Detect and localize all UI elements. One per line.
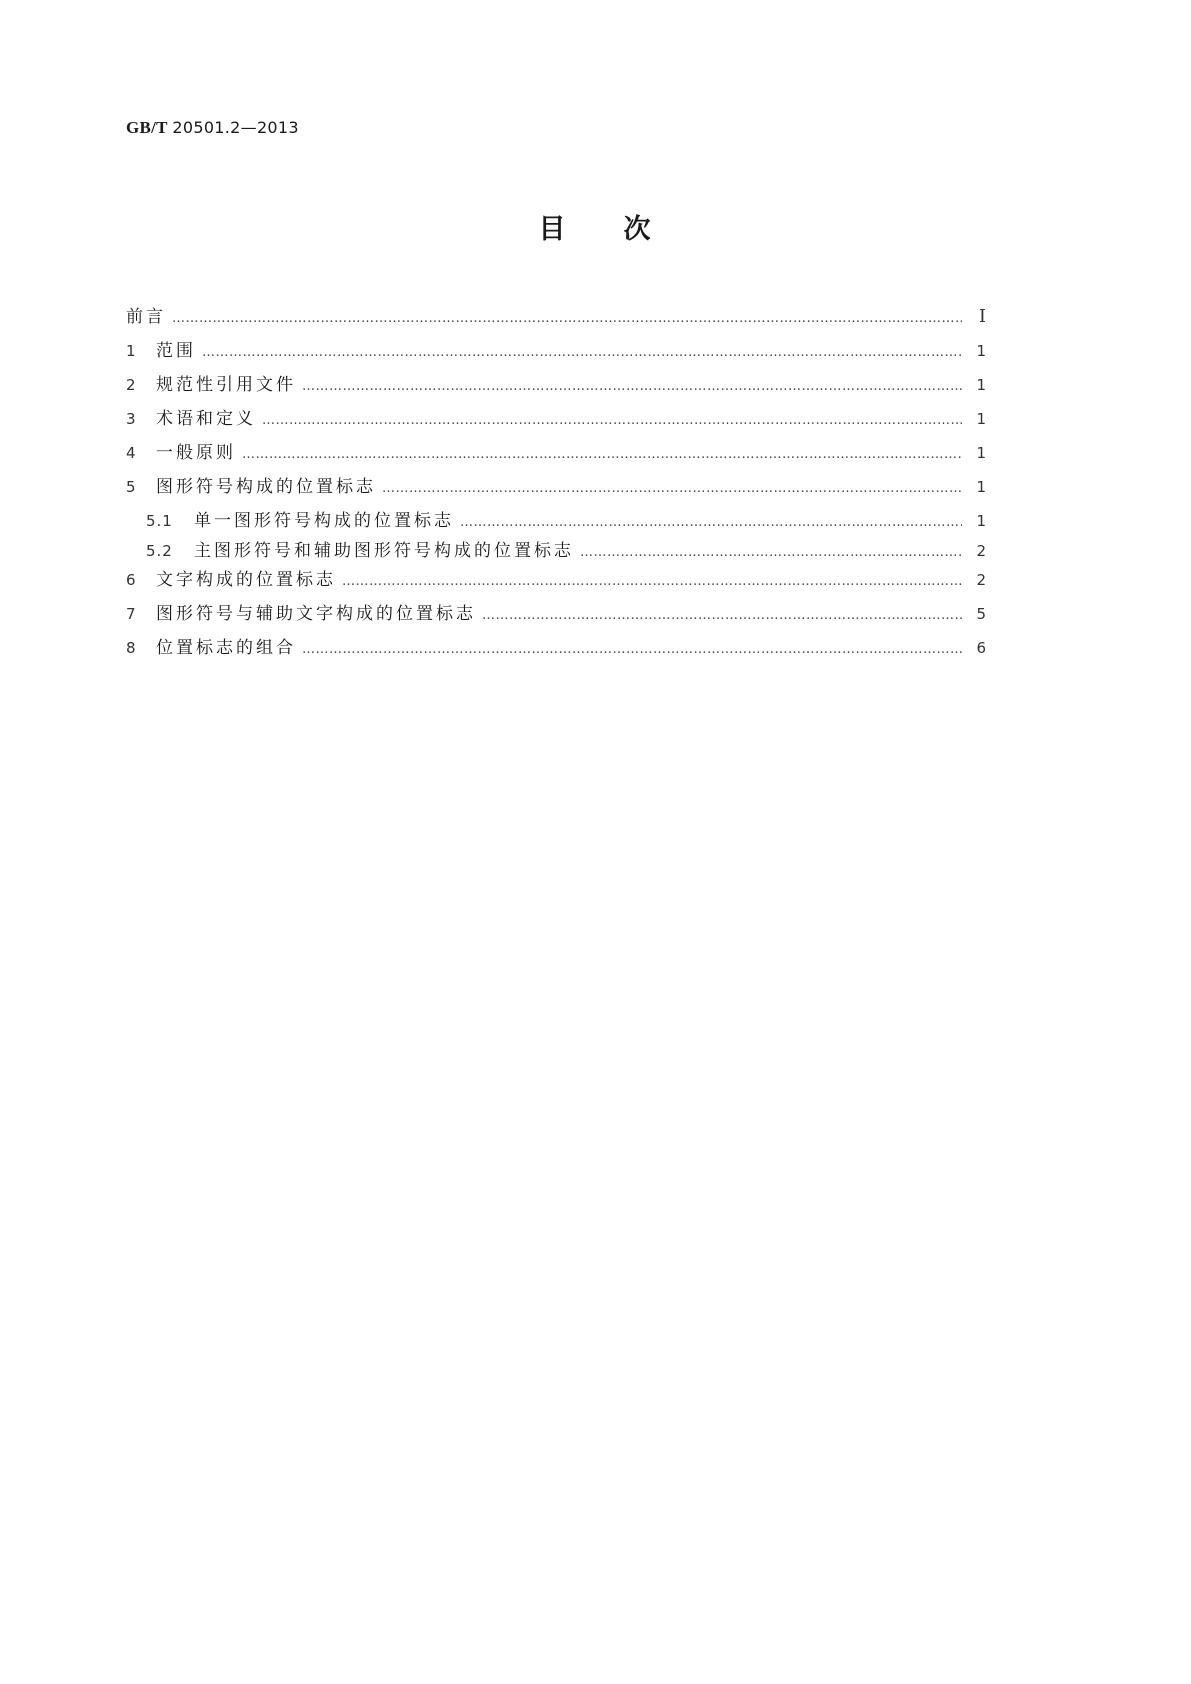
toc-entry-5[interactable]: [126, 474, 986, 500]
standard-prefix: GB/T: [126, 118, 168, 137]
toc-leader-dots: [580, 540, 962, 566]
toc-entry-number: 4: [126, 444, 136, 462]
toc-leader-dots: [382, 476, 962, 502]
toc-entry-label: 一般原则: [156, 443, 236, 463]
toc-entry-page: 1: [976, 512, 986, 530]
toc-entry-label: 规范性引用文件: [156, 375, 296, 395]
page-title: [0, 207, 1191, 246]
toc-entry-7[interactable]: [126, 601, 986, 627]
toc-entry-page: 1: [976, 376, 986, 394]
toc-entry-page: 2: [976, 571, 986, 589]
toc-entry-page: 1: [976, 478, 986, 496]
toc-leader-dots: [302, 374, 962, 400]
toc-entry-5-2[interactable]: [146, 538, 986, 564]
toc-entry-3[interactable]: [126, 406, 986, 432]
toc-entry-number: 5.2: [146, 542, 173, 560]
toc-entry-label: 位置标志的组合: [156, 638, 296, 658]
toc-entry-label: 文字构成的位置标志: [156, 570, 336, 590]
page-title-char-2: 次: [623, 214, 653, 245]
toc-leader-dots: [202, 340, 962, 366]
toc-entry-number: 6: [126, 571, 136, 589]
toc-entry-label: 术语和定义: [156, 409, 256, 429]
toc-entry-8[interactable]: [126, 635, 986, 661]
toc-entry-label: 图形符号与辅助文字构成的位置标志: [156, 604, 476, 624]
toc-entry-page: 6: [976, 639, 986, 657]
toc-leader-dots: [302, 637, 962, 663]
toc-entry-number: 2: [126, 376, 136, 394]
standard-number: 20501.2—2013: [172, 118, 299, 137]
toc-entry-number: 8: [126, 639, 136, 657]
toc-entry-label: 范围: [156, 341, 196, 361]
toc-entry-label: 主图形符号和辅助图形符号构成的位置标志: [194, 541, 574, 561]
toc-entry-number: 5: [126, 478, 136, 496]
toc-entry-label: 图形符号构成的位置标志: [156, 477, 376, 497]
toc-entry-1[interactable]: [126, 338, 986, 364]
toc-leader-dots: [482, 603, 962, 629]
toc-entry-number: 1: [126, 342, 136, 360]
standard-code: [126, 118, 299, 138]
toc-entry-number: 3: [126, 410, 136, 428]
toc-entry-page: Ⅰ: [978, 306, 986, 326]
toc-leader-dots: [460, 510, 962, 536]
toc-entry-label: 前言: [126, 307, 166, 327]
toc-entry-6[interactable]: [126, 567, 986, 593]
toc-leader-dots: [242, 442, 962, 468]
toc-entry-page: 2: [976, 542, 986, 560]
toc-entry-page: 1: [976, 342, 986, 360]
toc-entry-4[interactable]: [126, 440, 986, 466]
toc-entry-page: 1: [976, 444, 986, 462]
toc-leader-dots: [342, 569, 962, 595]
toc-entry-number: 5.1: [146, 512, 173, 530]
toc-entry-number: 7: [126, 605, 136, 623]
toc-leader-dots: [172, 306, 962, 332]
toc-entry-page: 5: [976, 605, 986, 623]
toc-entry-label: 单一图形符号构成的位置标志: [194, 511, 454, 531]
toc-leader-dots: [262, 408, 962, 434]
toc-entry-page: 1: [976, 410, 986, 428]
toc-entry-5-1[interactable]: [146, 508, 986, 534]
page-title-char-1: 目: [538, 214, 568, 245]
toc-entry-foreword[interactable]: [126, 303, 986, 329]
toc-entry-2[interactable]: [126, 372, 986, 398]
